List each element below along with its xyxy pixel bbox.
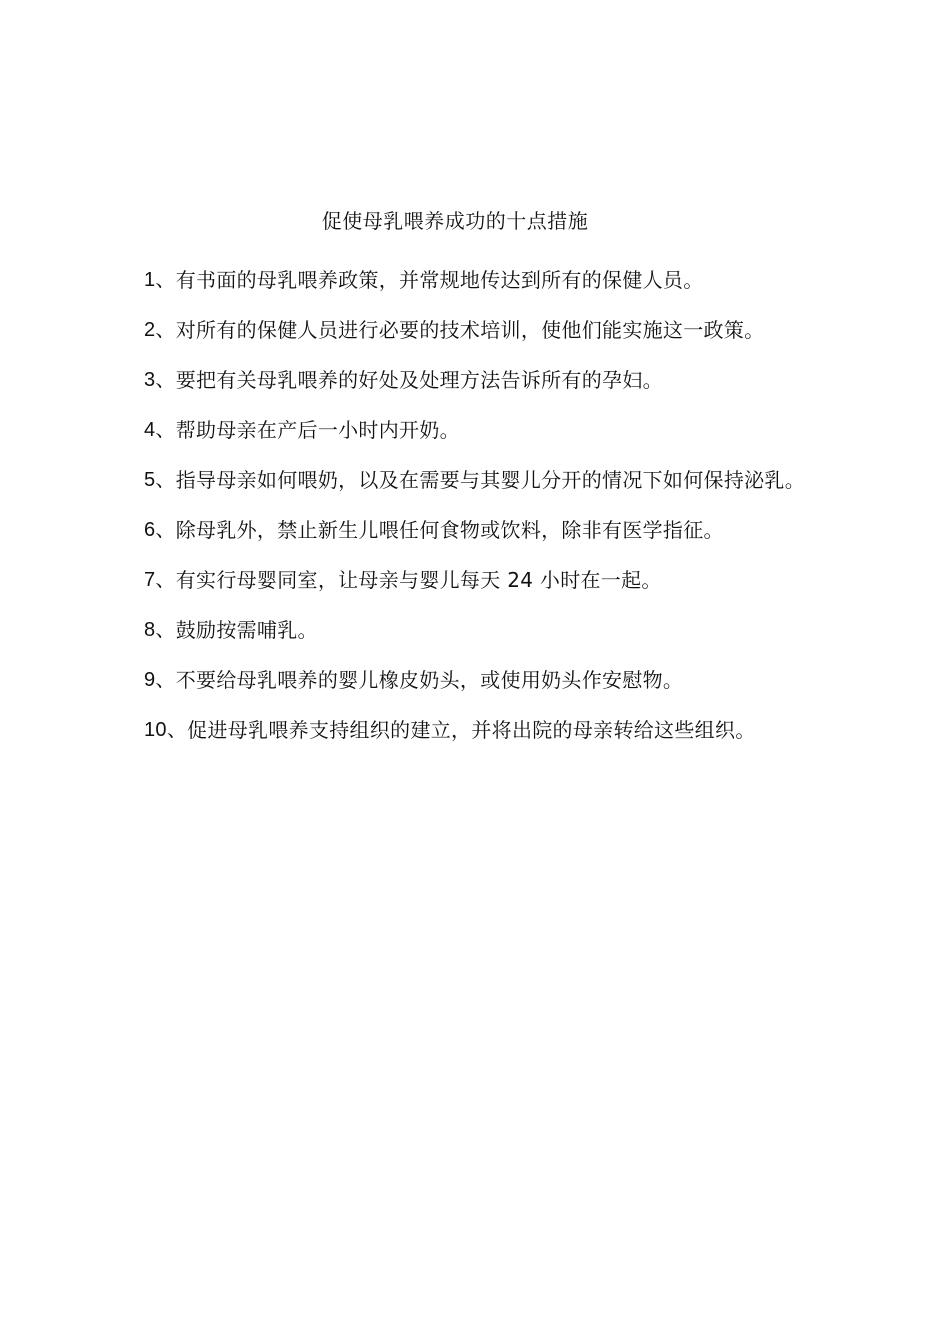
list-item <box>144 405 814 455</box>
item-text: 鼓励按需哺乳。 <box>175 618 318 642</box>
item-number: 4、 <box>144 419 176 441</box>
list-item <box>144 505 814 555</box>
item-number: 7、 <box>144 569 176 591</box>
item-number: 5、 <box>144 469 176 491</box>
item-text: 帮助母亲在产后一小时内开奶。 <box>175 418 460 442</box>
item-text: 指导母亲如何喂奶，以及在需要与其婴儿分开的情况下如何保持泌乳。 <box>175 468 806 492</box>
list-item <box>144 705 814 755</box>
list-item <box>144 455 814 505</box>
item-number: 8、 <box>144 619 176 641</box>
list-item <box>144 605 814 655</box>
item-number: 3、 <box>144 369 176 391</box>
list-item <box>144 355 814 405</box>
list-item <box>144 255 814 305</box>
list-item <box>144 305 814 355</box>
item-number: 10、 <box>144 719 188 741</box>
item-text: 对所有的保健人员进行必要的技术培训，使他们能实施这一政策。 <box>175 318 765 342</box>
item-text: 有实行母婴同室，让母亲与婴儿每天 24 小时在一起。 <box>175 568 662 592</box>
measures-list <box>144 255 814 755</box>
item-text: 除母乳外，禁止新生儿喂任何食物或饮料，除非有医学指征。 <box>175 518 724 542</box>
item-text: 促进母乳喂养支持组织的建立，并将出院的母亲转给这些组织。 <box>187 718 756 742</box>
list-item <box>144 555 814 605</box>
item-number: 1、 <box>144 269 176 291</box>
item-number: 9、 <box>144 669 176 691</box>
item-number: 2、 <box>144 319 176 341</box>
item-number: 6、 <box>144 519 176 541</box>
item-text: 有书面的母乳喂养政策，并常规地传达到所有的保健人员。 <box>175 268 704 292</box>
document-title: 促使母乳喂养成功的十点措施 <box>321 209 589 233</box>
item-text: 要把有关母乳喂养的好处及处理方法告诉所有的孕妇。 <box>175 368 663 392</box>
list-item <box>144 655 814 705</box>
item-text: 不要给母乳喂养的婴儿橡皮奶头，或使用奶头作安慰物。 <box>175 668 684 692</box>
